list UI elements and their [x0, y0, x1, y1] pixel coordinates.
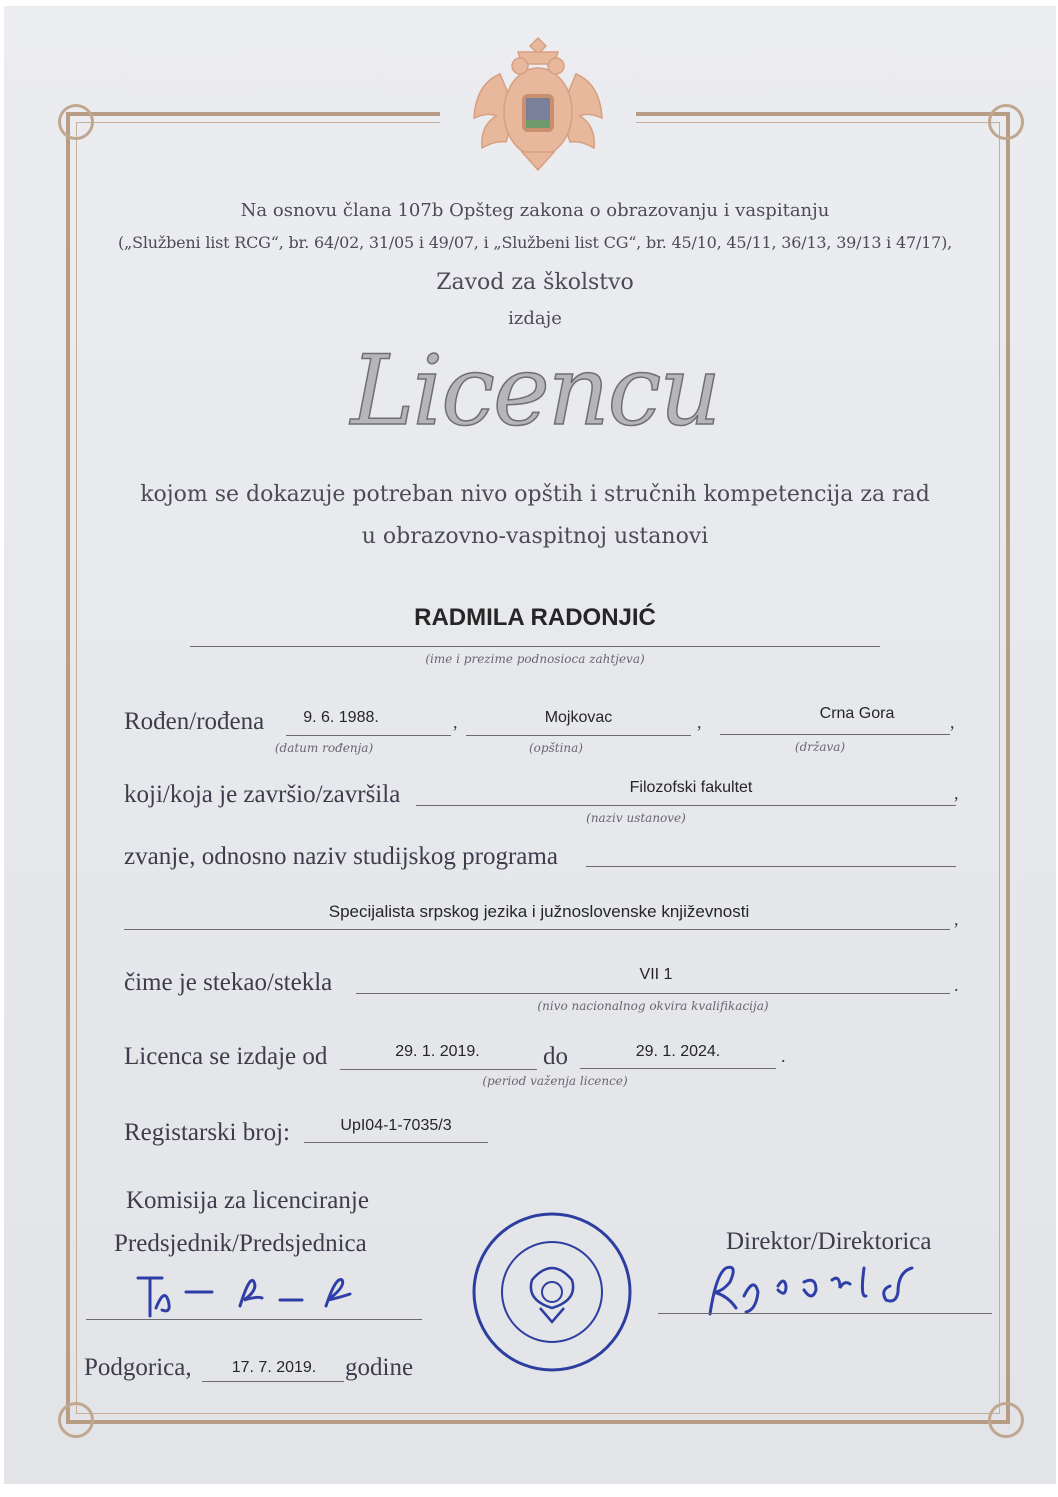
registry-line: [304, 1142, 488, 1143]
valid-from-line: [340, 1069, 537, 1070]
qualification-label: čime je stekao/stekla: [124, 969, 333, 996]
corner-ornament: [988, 104, 1024, 140]
registry-label: Registarski broj:: [124, 1119, 290, 1146]
validity-caption: (period važenja licence): [482, 1074, 628, 1088]
qualification-line: [356, 993, 950, 994]
birth-date-line: [286, 735, 451, 736]
country-caption: (država): [794, 740, 846, 754]
qualification-caption: (nivo nacionalnog okvira kvalifikacija): [537, 999, 769, 1013]
to-word: do: [543, 1043, 568, 1070]
institution-caption: (naziv ustanove): [586, 811, 686, 825]
institution-value: Filozofski fakultet: [629, 779, 753, 796]
director-signature-icon: [700, 1256, 950, 1320]
birth-label: Rođen/rođena: [124, 708, 265, 735]
issue-date-line: [202, 1381, 344, 1382]
corner-ornament: [988, 1402, 1024, 1438]
qualification-value: VII 1: [639, 966, 673, 983]
coat-of-arms-icon: [470, 34, 606, 176]
country-line: [720, 734, 950, 735]
director-label: Direktor/Direktorica: [726, 1228, 932, 1255]
valid-to-value: 29. 1. 2024.: [635, 1043, 721, 1060]
official-stamp-icon: [470, 1210, 634, 1374]
president-signature-icon: [130, 1268, 370, 1320]
comma: ,: [697, 712, 702, 732]
birth-date-value: 9. 6. 1988.: [303, 709, 379, 726]
municipality-caption: (opština): [529, 741, 583, 755]
commission-label: Komisija za licenciranje: [126, 1187, 369, 1214]
comma: ,: [954, 783, 959, 803]
program-label: zvanje, odnosno naziv studijskog programa: [124, 843, 558, 870]
corner-ornament: [58, 1402, 94, 1438]
municipality-line: [466, 735, 691, 736]
program-line-first: [586, 866, 956, 867]
comma: ,: [453, 712, 458, 732]
president-signature-line: [86, 1319, 422, 1320]
purpose-line2: u obrazovno-vaspitnoj ustanovi: [361, 524, 709, 549]
validity-label: Licenca se izdaje od: [124, 1043, 328, 1070]
comma: ,: [950, 712, 955, 732]
education-label: koji/koja je završio/završila: [124, 781, 401, 808]
city-label: Podgorica,: [84, 1354, 192, 1381]
period: .: [954, 975, 959, 995]
valid-from-value: 29. 1. 2019.: [395, 1043, 480, 1060]
holder-name-caption: (ime i prezime podnosioca zahtjeva): [425, 652, 645, 666]
legal-basis-line2: („Službeni list RCG“, br. 64/02, 31/05 i 49/07, i „Službeni list CG“, br. 45/10, 45/11, 36/13, 39/13 i 47/17),: [117, 233, 953, 252]
holder-name-line: [190, 646, 880, 647]
holder-name: RADMILA RADONJIĆ: [414, 604, 656, 631]
country-value: Crna Gora: [819, 705, 895, 722]
valid-to-line: [580, 1068, 776, 1069]
certificate-title: Licencu: [350, 335, 720, 447]
period: .: [781, 1046, 786, 1066]
issues-text: izdaje: [508, 308, 562, 329]
legal-basis-line1: Na osnovu člana 107b Opšteg zakona o obrazovanju i vaspitanju: [240, 200, 830, 221]
municipality-value: Mojkovac: [544, 709, 613, 726]
comma: ,: [954, 909, 959, 929]
registry-value: UpI04-1-7035/3: [340, 1117, 452, 1134]
issuer-name: Zavod za školstvo: [436, 270, 634, 295]
president-label: Predsjednik/Predsjednica: [114, 1230, 367, 1257]
issue-date-value: 17. 7. 2019.: [231, 1359, 317, 1376]
birth-date-caption: (datum rođenja): [274, 741, 374, 755]
program-value: Specijalista srpskog jezika i južnoslovenske književnosti: [328, 902, 750, 921]
program-line-second: [124, 929, 950, 930]
corner-ornament: [58, 104, 94, 140]
institution-line: [416, 805, 956, 806]
purpose-line1: kojom se dokazuje potreban nivo opštih i stručnih kompetencija za rad: [140, 482, 930, 507]
director-signature-line: [658, 1313, 992, 1314]
godine-label: godine: [345, 1354, 414, 1381]
